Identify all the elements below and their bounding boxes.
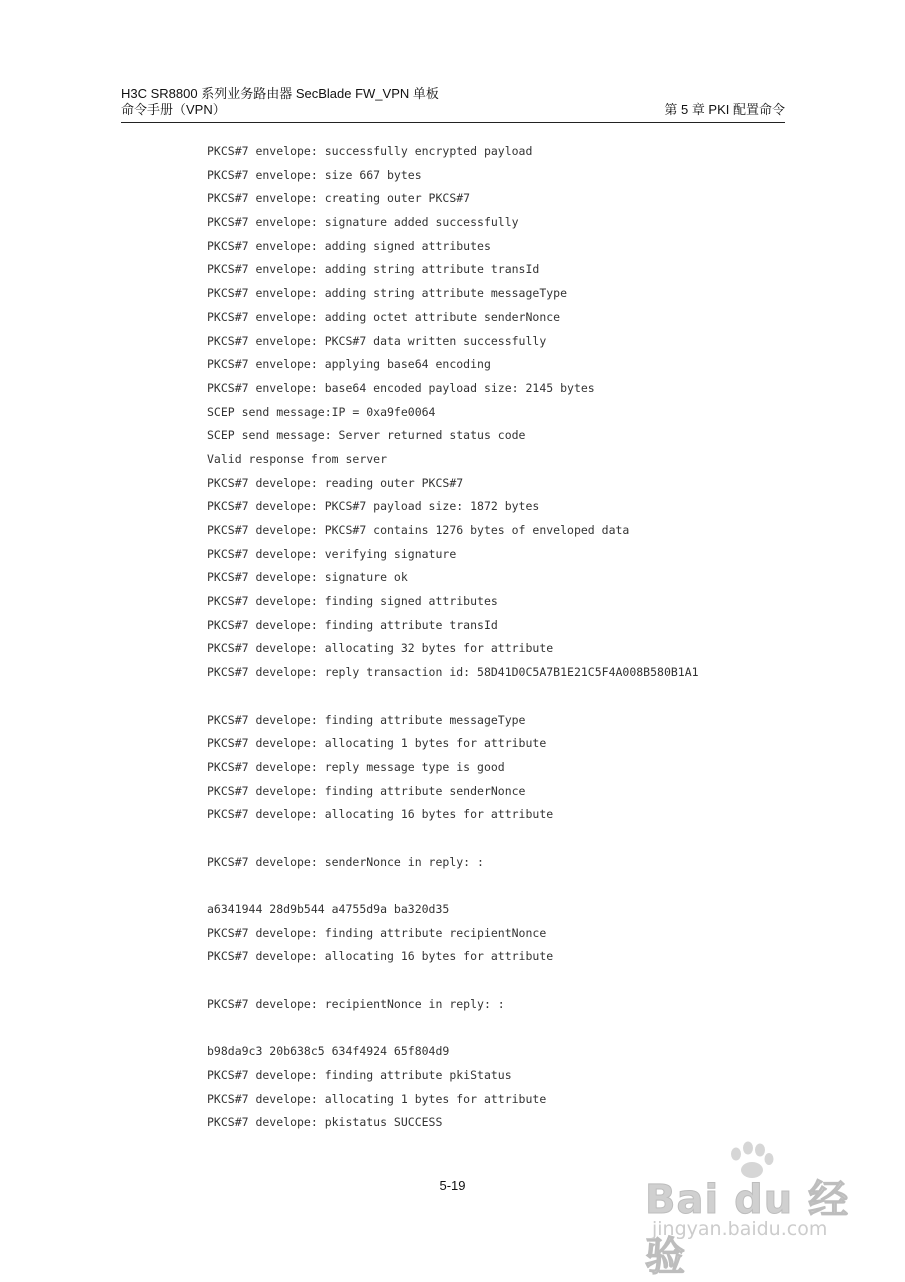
output-line: PKCS#7 develope: finding signed attributes	[207, 594, 498, 609]
output-line: SCEP send message:IP = 0xa9fe0064	[207, 404, 436, 419]
output-line: PKCS#7 develope: senderNonce in reply: :	[207, 854, 484, 869]
output-line: PKCS#7 develope: reply message type is good	[207, 759, 505, 774]
output-line: PKCS#7 develope: PKCS#7 payload size: 1872 bytes	[207, 499, 540, 514]
output-line: PKCS#7 envelope: adding octet attribute senderNonce	[207, 309, 561, 324]
output-line: PKCS#7 develope: verifying signature	[207, 546, 457, 561]
output-line: PKCS#7 envelope: successfully encrypted payload	[207, 144, 533, 158]
blank-line	[207, 830, 847, 854]
header-chapter-title: 第 5 章 PKI 配置命令	[664, 102, 785, 117]
output-line: PKCS#7 develope: finding attribute senderNonce	[207, 783, 526, 798]
blank-line	[207, 1019, 847, 1043]
output-line: PKCS#7 develope: allocating 1 bytes for attribute	[207, 1091, 547, 1106]
output-line: a6341944 28d9b544 a4755d9a ba320d35	[207, 902, 450, 916]
page-number: 5-19	[439, 1178, 466, 1193]
header-second-row	[121, 102, 785, 118]
output-line: PKCS#7 envelope: size 667 bytes	[207, 167, 422, 182]
output-line: PKCS#7 develope: finding attribute transId	[207, 617, 498, 632]
output-line: PKCS#7 develope: allocating 32 bytes for attribute	[207, 641, 554, 656]
output-line: PKCS#7 develope: reading outer PKCS#7	[207, 475, 464, 490]
output-line: PKCS#7 develope: pkistatus SUCCESS	[207, 1115, 443, 1130]
output-line: PKCS#7 develope: finding attribute recipientNonce	[207, 925, 547, 940]
output-line: PKCS#7 envelope: signature added successfully	[207, 215, 519, 230]
output-line: SCEP send message: Server returned status code	[207, 428, 526, 443]
blank-line	[207, 877, 847, 901]
output-line: PKCS#7 envelope: applying base64 encoding	[207, 357, 491, 372]
header-manual-name: 命令手册（VPN）	[121, 102, 226, 117]
output-line: PKCS#7 develope: PKCS#7 contains 1276 bytes of enveloped data	[207, 523, 630, 537]
output-line: PKCS#7 develope: recipientNonce in reply: :	[207, 996, 505, 1011]
output-line: b98da9c3 20b638c5 634f4924 65f804d9	[207, 1044, 450, 1059]
output-line: PKCS#7 envelope: adding signed attributes	[207, 238, 491, 253]
output-line: PKCS#7 develope: signature ok	[207, 570, 408, 585]
output-line: PKCS#7 envelope: adding string attribute messageType	[207, 286, 568, 301]
output-line: PKCS#7 develope: allocating 16 bytes for attribute	[207, 949, 554, 964]
output-line: PKCS#7 develope: reply transaction id: 58D41D0C5A7B1E21C5F4A008B580B1A1	[207, 665, 699, 680]
output-line: PKCS#7 envelope: base64 encoded payload size: 2145 bytes	[207, 380, 595, 395]
output-line: PKCS#7 envelope: creating outer PKCS#7	[207, 191, 471, 206]
output-line: PKCS#7 develope: finding attribute messageType	[207, 712, 526, 727]
watermark-logo-text: Bai du 经验	[645, 1177, 850, 1280]
output-line: PKCS#7 develope: finding attribute pkiStatus	[207, 1067, 512, 1082]
header-product-title: H3C SR8800 系列业务路由器 SecBlade FW_VPN 单板	[121, 86, 439, 101]
output-line: PKCS#7 develope: allocating 16 bytes for attribute	[207, 807, 554, 822]
command-output-block	[207, 143, 847, 1138]
header-divider	[121, 122, 785, 123]
output-line: PKCS#7 envelope: PKCS#7 data written successfully	[207, 333, 547, 348]
output-line: PKCS#7 develope: allocating 1 bytes for attribute	[207, 736, 547, 751]
blank-line	[207, 688, 847, 712]
output-line: PKCS#7 envelope: adding string attribute transId	[207, 262, 540, 277]
blank-line	[207, 972, 847, 996]
baidu-jingyan-watermark	[640, 1140, 870, 1280]
watermark-url: jingyan.baidu.com	[652, 1218, 828, 1240]
page-header	[121, 86, 785, 118]
output-line: Valid response from server	[207, 451, 388, 466]
